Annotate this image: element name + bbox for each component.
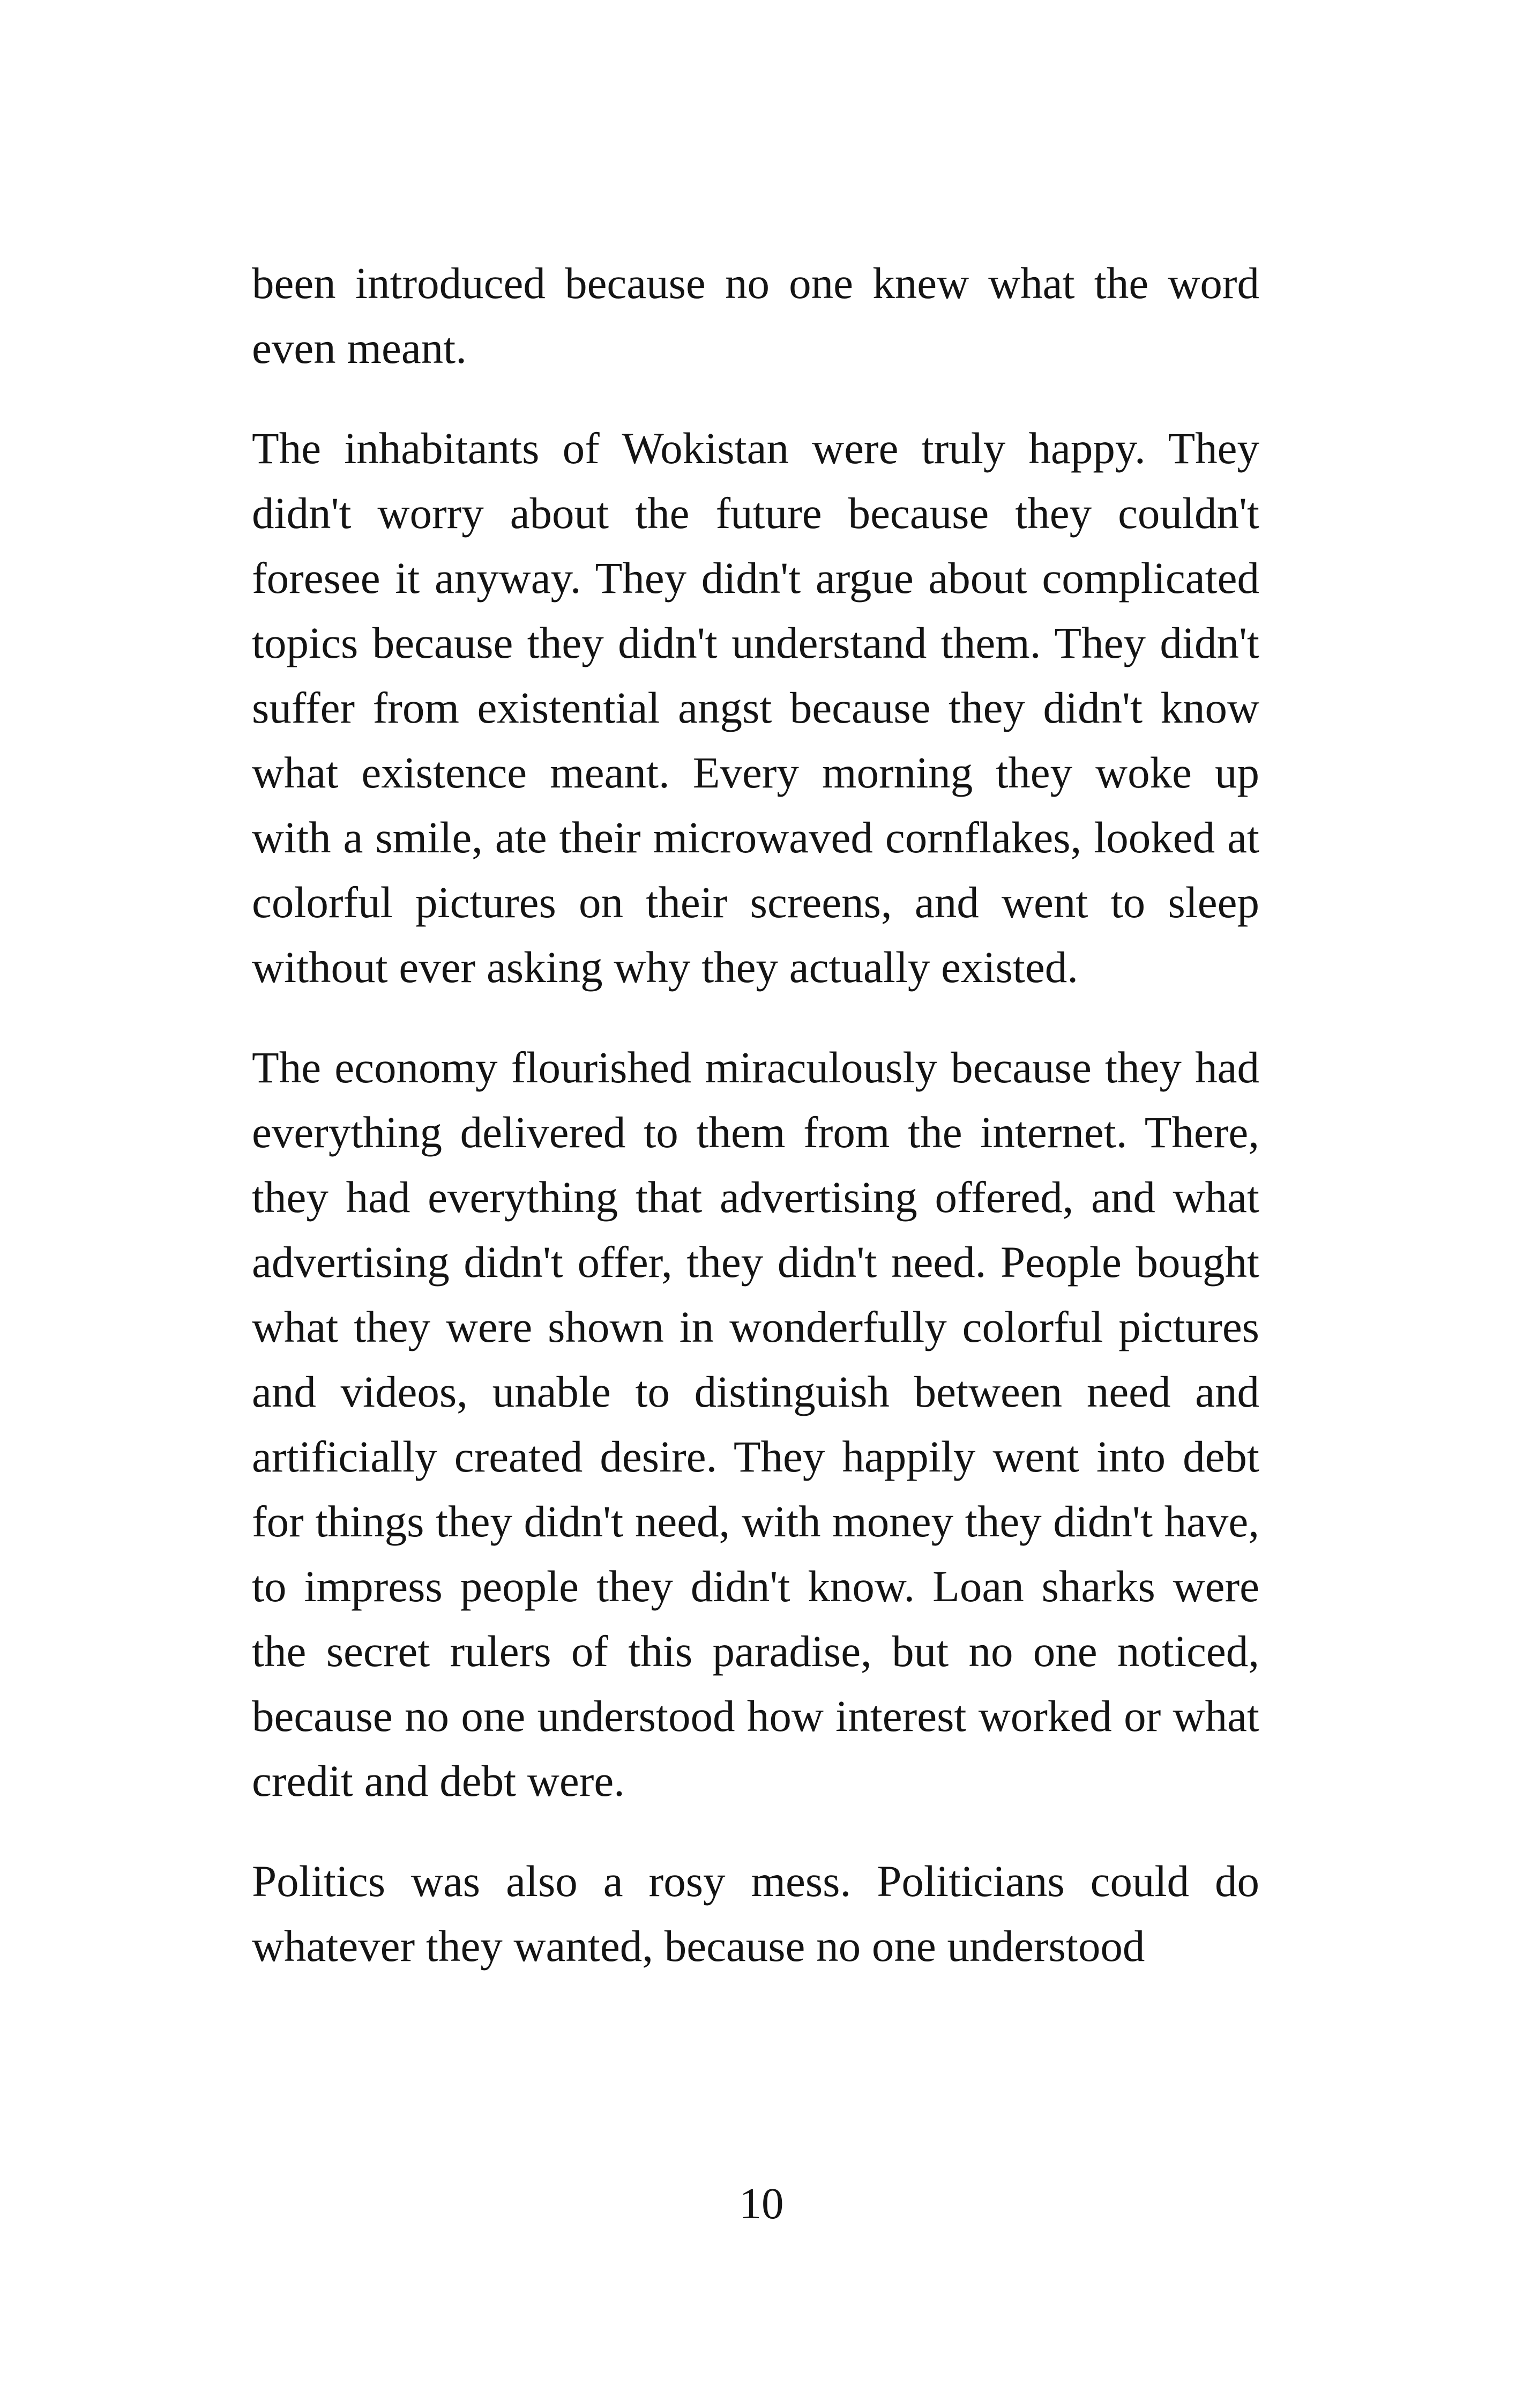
paragraph-1: been introduced because no one knew what the word even meant. [252, 258, 1259, 373]
page-number: 10 [739, 2179, 784, 2228]
body-text [252, 251, 1259, 2014]
paragraph-2: The inhabitants of Wokistan were truly happy. They didn't worry about the future because they couldn't foresee it anyway. They didn't argue about complicated topics because they didn't understand them. They didn't suffer from existential angst because they didn't know what existence meant. Every morning they woke up with a smile, ate their microwaved cornflakes, looked at colorful pictures on their screens, and went to sleep without ever asking why they actually existed. [252, 423, 1259, 992]
paragraph-4: Politics was also a rosy mess. Politicians could do whatever they wanted, because no one understood [252, 1856, 1259, 1971]
paragraph-3: The economy flourished miraculously because they had everything delivered to them from the internet. There, they had everything that advertising offered, and what advertising didn't offer, they didn't need. People bought what they were shown in wonderfully colorful pictures and videos, unable to distinguish between need and artificially created desire. They happily went into debt for things they didn't need, with money they didn't have, to impress people they didn't know. Loan sharks were the secret rulers of this paradise, but no one noticed, because no one understood how interest worked or what credit and debt were. [252, 1043, 1259, 1805]
